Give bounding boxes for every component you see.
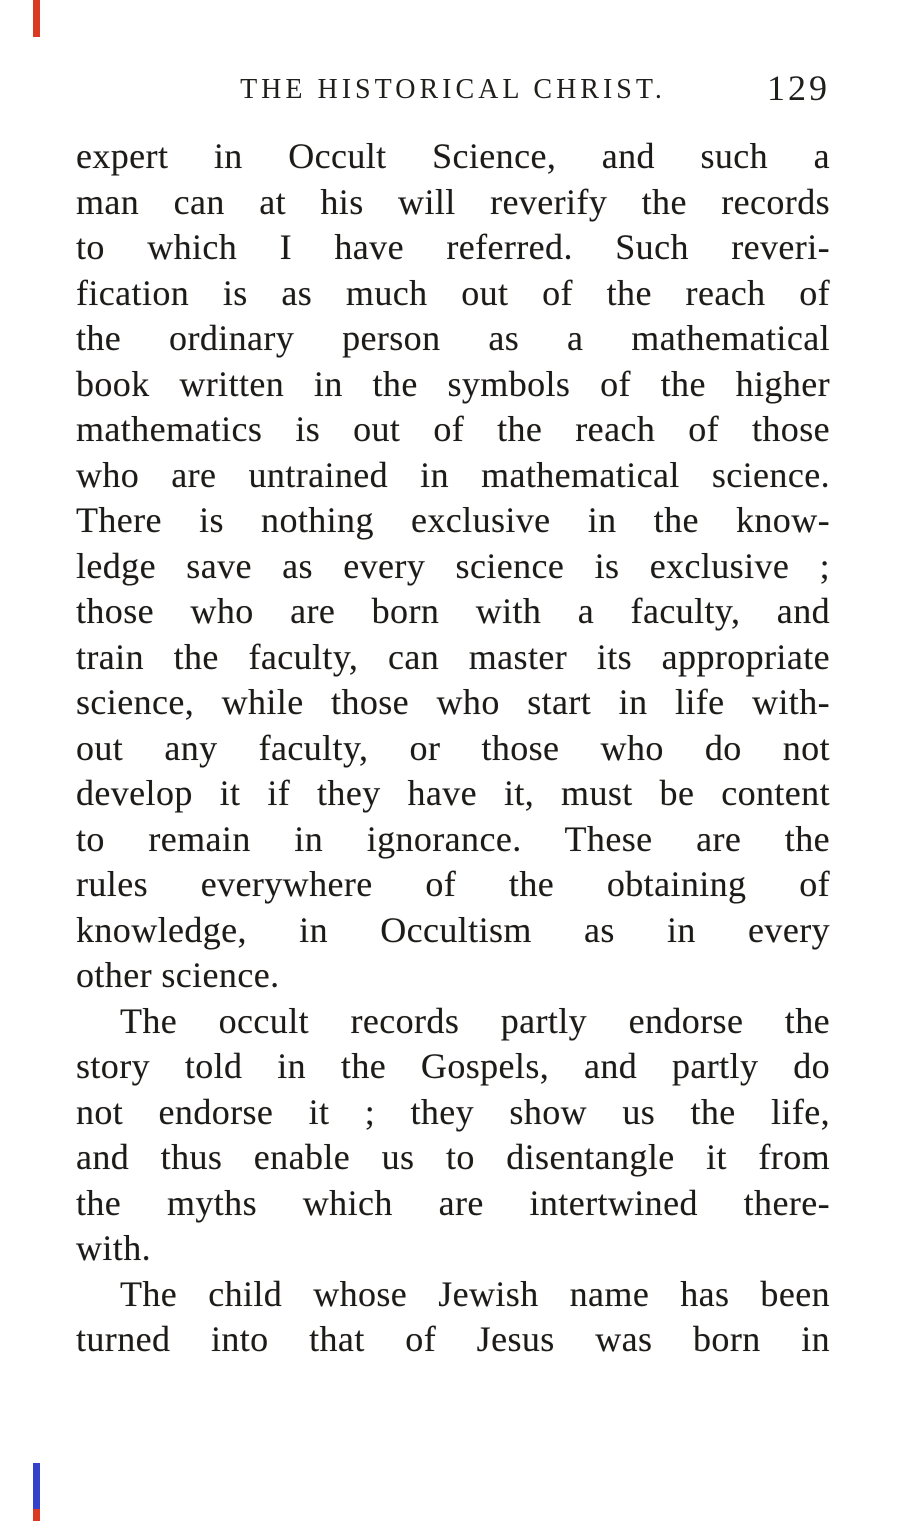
page-number: 129	[767, 68, 830, 108]
text-line: knowledge, in Occultism as in every	[76, 909, 830, 950]
text-line: those who are born with a faculty, and	[76, 591, 830, 631]
text-line: to which I have referred. Such reveri-	[76, 227, 830, 267]
text-line: ledge save as every science is exclusive ;	[76, 545, 830, 586]
text-line: out any faculty, or those who do not	[76, 727, 830, 768]
text-line: and thus enable us to disentangle it from	[76, 1137, 830, 1177]
text-line: mathematics is out of the reach of those	[76, 409, 830, 449]
text-line: turned into that of Jesus was born in	[76, 1319, 830, 1359]
scan-artifact-blue-bottom	[33, 1463, 40, 1509]
text-line: The child whose Jewish name has been	[120, 1273, 830, 1314]
text-line: other science.	[76, 955, 280, 995]
text-line: There is nothing exclusive in the know-	[76, 500, 830, 540]
text-line: the myths which are intertwined there-	[76, 1182, 830, 1223]
text-line: train the faculty, can master its appropriate	[76, 636, 830, 677]
running-header-title: THE HISTORICAL CHRIST.	[240, 74, 666, 105]
text-line: with.	[76, 1228, 152, 1268]
running-header	[76, 70, 830, 110]
text-line: story told in the Gospels, and partly do	[76, 1046, 830, 1086]
text-line: rules everywhere of the obtaining of	[76, 864, 830, 904]
scan-artifact-red-top	[33, 0, 40, 37]
text-line: man can at his will reverify the records	[76, 181, 830, 222]
scan-artifact-red-bottom	[33, 1509, 40, 1521]
body-text	[76, 134, 830, 1363]
text-line: the ordinary person as a mathematical	[76, 318, 830, 358]
text-line: The occult records partly endorse the	[120, 1000, 830, 1041]
text-line: expert in Occult Science, and such a	[76, 136, 830, 176]
text-line: fication is as much out of the reach of	[76, 272, 830, 313]
text-line: develop it if they have it, must be content	[76, 773, 830, 813]
text-line: who are untrained in mathematical science.	[76, 454, 830, 495]
text-line: book written in the symbols of the higher	[76, 363, 830, 404]
text-line: to remain in ignorance. These are the	[76, 818, 830, 859]
text-line: not endorse it ; they show us the life,	[76, 1091, 830, 1132]
text-line: science, while those who start in life with-	[76, 682, 830, 722]
